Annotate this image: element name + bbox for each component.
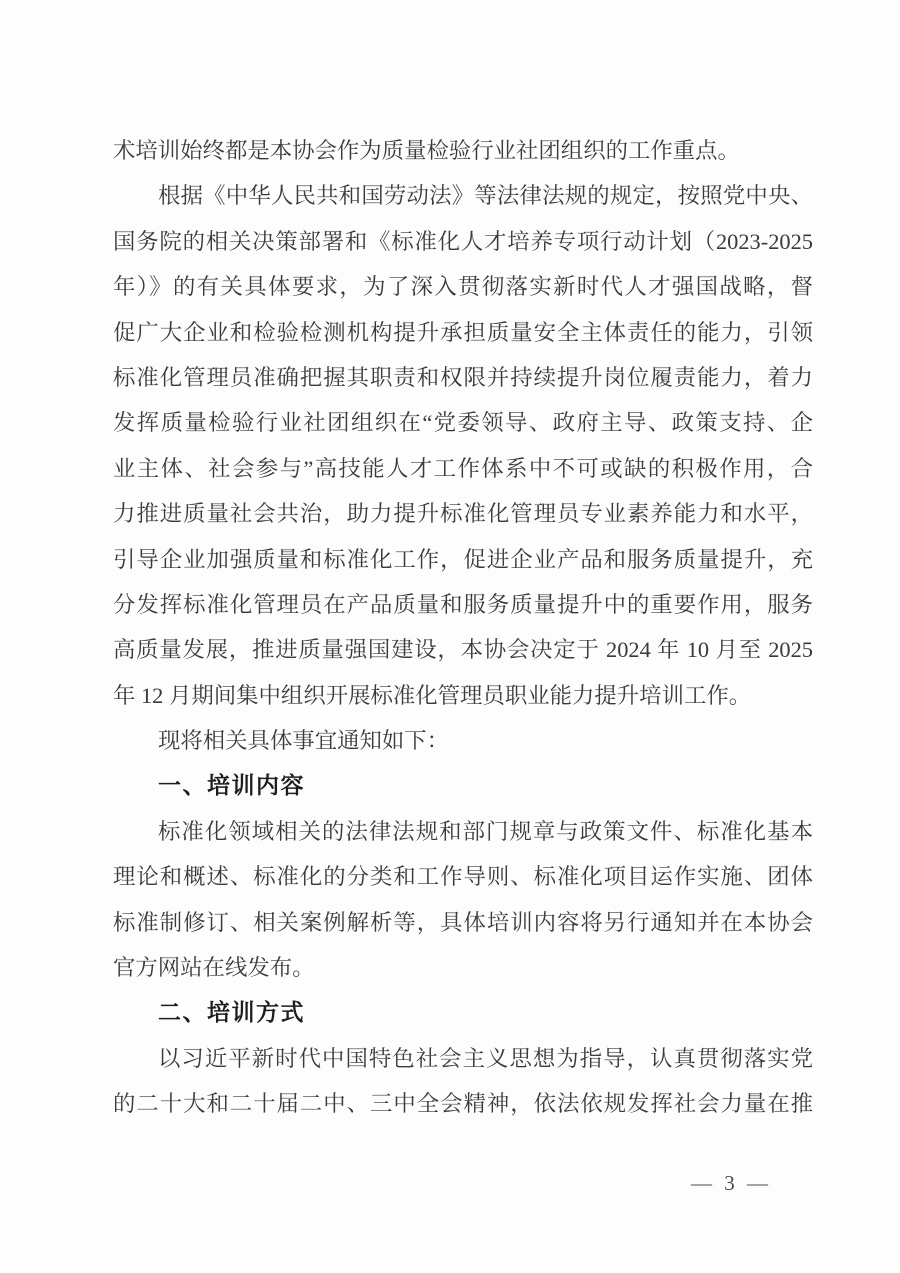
text-line: 促广大企业和检验检测机构提升承担质量安全主体责任的能力，引领 xyxy=(113,319,813,345)
page-number: — 3 — xyxy=(691,1171,768,1195)
text-line: 标准化管理员准确把握其职责和权限并持续提升岗位履责能力，着力 xyxy=(113,364,813,390)
text-line: 术培训始终都是本协会作为质量检验行业社团组织的工作重点。 xyxy=(113,138,740,163)
text-line: 发挥质量检验行业社团组织在“党委领导、政府主导、政策支持、企 xyxy=(113,410,813,436)
text-line: 的二十大和二十届二中、三中全会精神，依法依规发挥社会力量在推 xyxy=(113,1091,813,1117)
text-line: 力推进质量社会共治，助力提升标准化管理员专业素养能力和水平， xyxy=(113,501,813,527)
document-body xyxy=(113,128,813,1127)
section-heading: 二、培训方式 xyxy=(158,999,305,1026)
text-line: 理论和概述、标准化的分类和工作导则、标准化项目运作实施、团体 xyxy=(113,864,813,890)
text-line: 标准化领域相关的法律法规和部门规章与政策文件、标准化基本 xyxy=(158,818,813,844)
text-line: 现将相关具体事宜通知如下： xyxy=(158,728,450,754)
text-line: 官方网站在线发布。 xyxy=(113,955,315,981)
text-line: 引导企业加强质量和标准化工作，促进企业产品和服务质量提升，充 xyxy=(113,546,813,572)
text-line: 高质量发展，推进质量强国建设，本协会决定于 2024 年 10 月至 2025 xyxy=(113,637,813,663)
text-line: 年 12 月期间集中组织开展标准化管理员职业能力提升培训工作。 xyxy=(113,682,752,708)
text-line: 标准制修订、相关案例解析等，具体培训内容将另行通知并在本协会 xyxy=(113,909,813,935)
text-line: 以习近平新时代中国特色社会主义思想为指导，认真贯彻落实党 xyxy=(158,1045,813,1071)
text-line: 根据《中华人民共和国劳动法》等法律法规的规定，按照党中央、 xyxy=(158,183,813,209)
section-heading: 一、培训内容 xyxy=(158,772,305,799)
text-line: 分发挥标准化管理员在产品质量和服务质量提升中的重要作用，服务 xyxy=(113,591,813,617)
text-line: 年）》的有关具体要求，为了深入贯彻落实新时代人才强国战略，督 xyxy=(113,274,813,300)
text-line: 国务院的相关决策部署和《标准化人才培养专项行动计划（2023-2025 xyxy=(113,228,813,254)
text-line: 业主体、社会参与”高技能人才工作体系中不可或缺的积极作用，合 xyxy=(113,455,813,481)
